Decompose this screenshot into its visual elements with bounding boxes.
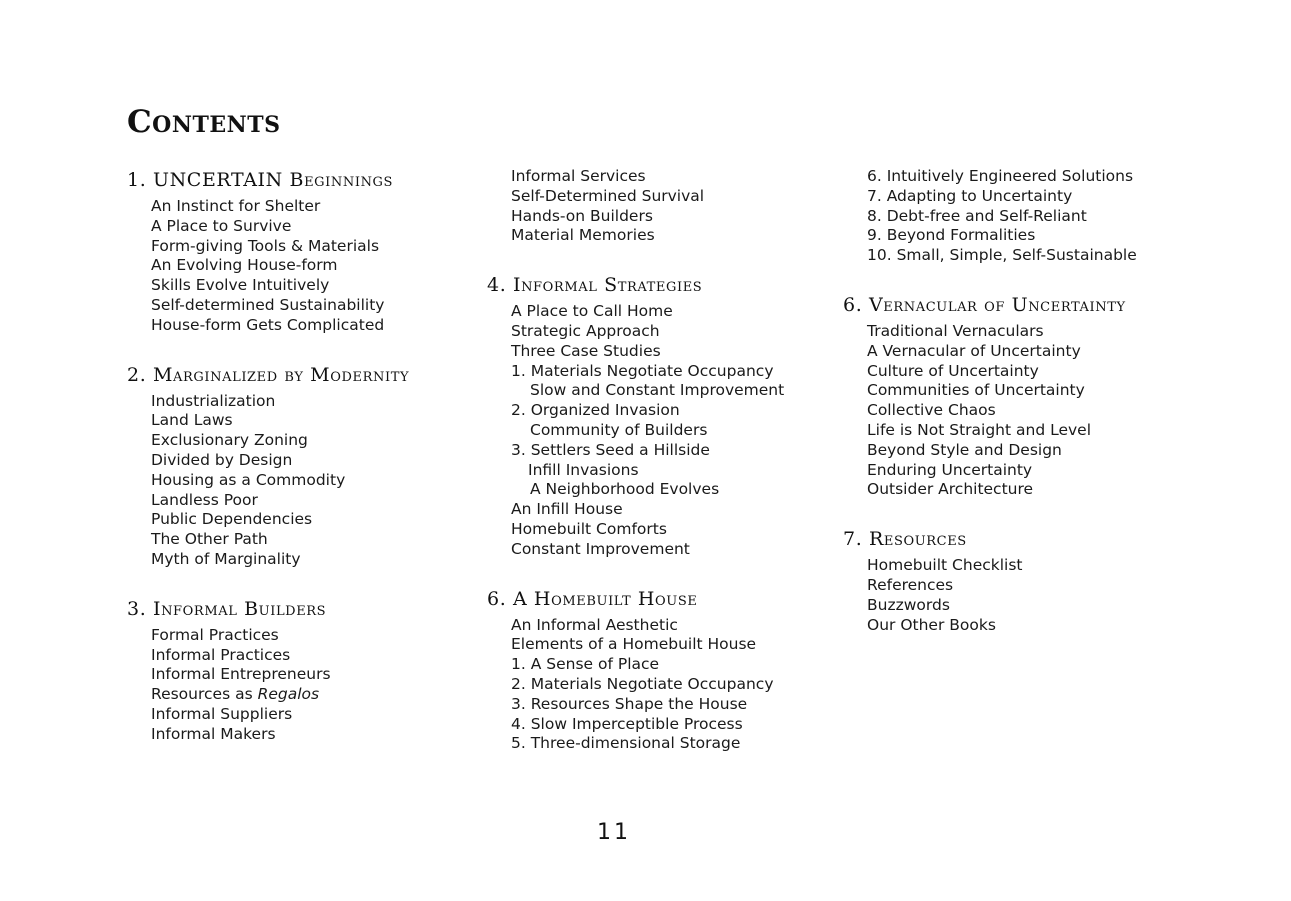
toc-entry[interactable]: An Infill House xyxy=(511,500,623,519)
entry-list xyxy=(487,167,837,246)
toc-entry[interactable]: Myth of Marginality xyxy=(151,549,301,568)
toc-subentry[interactable]: A Neighborhood Evolves xyxy=(530,480,720,499)
toc-section-2 xyxy=(127,362,477,570)
toc-entry[interactable]: Informal Practices xyxy=(151,645,291,664)
toc-entry[interactable]: Self-determined Sustainability xyxy=(151,295,385,314)
toc-entry[interactable]: Material Memories xyxy=(511,226,655,245)
toc-entry[interactable]: Land Laws xyxy=(151,411,233,430)
toc-entry[interactable]: Informal Suppliers xyxy=(151,704,293,723)
toc-entry[interactable]: Enduring Uncertainty xyxy=(867,460,1033,479)
toc-entry[interactable]: Industrialization xyxy=(151,391,276,410)
toc-entry[interactable]: Housing as a Commodity xyxy=(151,470,346,489)
entry-list xyxy=(127,626,477,745)
section-heading[interactable]: 3. Informal Builders xyxy=(127,597,327,620)
toc-section-4 xyxy=(487,272,837,559)
toc-entry[interactable]: Elements of a Homebuilt House xyxy=(511,635,757,654)
toc-entry[interactable]: Strategic Approach xyxy=(511,321,660,340)
toc-entry[interactable]: Buzzwords xyxy=(867,595,950,614)
section-heading[interactable]: 2. Marginalized by Modernity xyxy=(127,363,410,386)
toc-column-2 xyxy=(487,167,837,754)
toc-entry[interactable]: Life is Not Straight and Level xyxy=(867,420,1092,439)
toc-entry[interactable]: Informal Entrepreneurs xyxy=(151,665,331,684)
toc-entry[interactable]: Collective Chaos xyxy=(867,401,996,420)
toc-entry[interactable]: Form-giving Tools & Materials xyxy=(151,236,380,255)
toc-entry[interactable]: Public Dependencies xyxy=(151,510,313,529)
toc-entry[interactable]: 7. Adapting to Uncertainty xyxy=(867,186,1073,205)
toc-section-7 xyxy=(843,526,1243,635)
page-title: Contents xyxy=(127,104,281,140)
toc-entry-resources-regalos[interactable] xyxy=(151,685,477,705)
entry-list xyxy=(487,616,837,755)
section-heading[interactable]: 6. A Homebuilt House xyxy=(487,587,698,610)
toc-entry[interactable]: 3. Resources Shape the House xyxy=(511,694,748,713)
toc-entry[interactable]: 6. Intuitively Engineered Solutions xyxy=(867,167,1134,185)
toc-subentry[interactable]: Slow and Constant Improvement xyxy=(530,381,785,400)
section-heading[interactable]: 6. Vernacular of Uncertainty xyxy=(843,293,1126,316)
toc-entry[interactable]: 1. Materials Negotiate Occupancy xyxy=(511,361,774,380)
toc-entry[interactable]: Constant Improvement xyxy=(511,539,690,558)
entry-list xyxy=(843,167,1243,266)
toc-entry[interactable]: Exclusionary Zoning xyxy=(151,431,308,450)
toc-entry[interactable]: Outsider Architecture xyxy=(867,480,1034,499)
toc-entry[interactable]: The Other Path xyxy=(151,530,268,549)
toc-section-5-continued xyxy=(843,167,1243,266)
toc-section-6 xyxy=(843,292,1243,500)
entry-list xyxy=(487,302,837,559)
entry-text: Resources as xyxy=(151,685,258,704)
toc-entry[interactable]: 2. Organized Invasion xyxy=(511,401,680,420)
toc-entry[interactable]: Communities of Uncertainty xyxy=(867,381,1085,400)
toc-entry[interactable]: 3. Settlers Seed a Hillside xyxy=(511,440,710,459)
toc-entry[interactable]: Self-Determined Survival xyxy=(511,186,705,205)
toc-section-3-continued xyxy=(487,167,837,246)
entry-list xyxy=(127,392,477,570)
toc-entry[interactable]: 5. Three-dimensional Storage xyxy=(511,734,741,753)
toc-entry[interactable]: A Place to Survive xyxy=(151,216,292,235)
toc-entry[interactable]: 10. Small, Simple, Self-Sustainable xyxy=(867,246,1137,265)
toc-entry[interactable]: Informal Makers xyxy=(151,724,276,743)
toc-entry[interactable]: Traditional Vernaculars xyxy=(867,321,1044,340)
entry-list xyxy=(127,197,477,336)
toc-entry[interactable]: Skills Evolve Intuitively xyxy=(151,276,330,295)
toc-entry[interactable]: Formal Practices xyxy=(151,625,279,644)
toc-entry[interactable]: Three Case Studies xyxy=(511,341,661,360)
toc-section-1 xyxy=(127,167,477,336)
entry-list xyxy=(843,556,1243,635)
toc-entry[interactable]: 8. Debt-free and Self-Reliant xyxy=(867,206,1087,225)
toc-entry[interactable]: Divided by Design xyxy=(151,450,293,469)
toc-subentry[interactable]: Infill Invasions xyxy=(528,460,639,479)
toc-entry[interactable]: Our Other Books xyxy=(867,615,996,634)
toc-subentry[interactable]: Community of Builders xyxy=(530,420,708,439)
toc-entry[interactable]: 2. Materials Negotiate Occupancy xyxy=(511,674,774,693)
toc-entry[interactable]: References xyxy=(867,575,954,594)
entry-list xyxy=(843,322,1243,500)
section-heading[interactable]: 1. UNCERTAIN Beginnings xyxy=(127,169,394,191)
toc-entry[interactable]: Informal Services xyxy=(511,167,646,185)
toc-entry[interactable]: Beyond Style and Design xyxy=(867,440,1062,459)
toc-entry[interactable]: An Evolving House-form xyxy=(151,256,338,275)
toc-entry[interactable]: Hands-on Builders xyxy=(511,206,653,225)
toc-entry[interactable]: 1. A Sense of Place xyxy=(511,655,660,674)
toc-entry[interactable]: A Vernacular of Uncertainty xyxy=(867,341,1081,360)
toc-entry[interactable]: 9. Beyond Formalities xyxy=(867,226,1036,245)
toc-section-3 xyxy=(127,596,477,745)
entry-text-italic: Regalos xyxy=(257,685,320,704)
section-heading[interactable]: 7. Resources xyxy=(843,528,967,551)
toc-entry[interactable]: Homebuilt Comforts xyxy=(511,519,667,538)
toc-entry[interactable]: An Instinct for Shelter xyxy=(151,197,321,215)
toc-section-5 xyxy=(487,586,837,755)
toc-entry[interactable]: An Informal Aesthetic xyxy=(511,615,678,634)
toc-entry[interactable]: 4. Slow Imperceptible Process xyxy=(511,714,743,733)
toc-column-1 xyxy=(127,167,477,745)
toc-column-3 xyxy=(843,167,1243,635)
toc-entry[interactable]: A Place to Call Home xyxy=(511,302,673,321)
toc-entry[interactable]: Landless Poor xyxy=(151,490,258,509)
section-heading[interactable]: 4. Informal Strategies xyxy=(487,274,703,297)
page-number: 11 xyxy=(597,820,631,845)
toc-entry[interactable]: House-form Gets Complicated xyxy=(151,315,385,334)
toc-entry[interactable]: Culture of Uncertainty xyxy=(867,361,1039,380)
toc-entry[interactable]: Homebuilt Checklist xyxy=(867,556,1023,575)
